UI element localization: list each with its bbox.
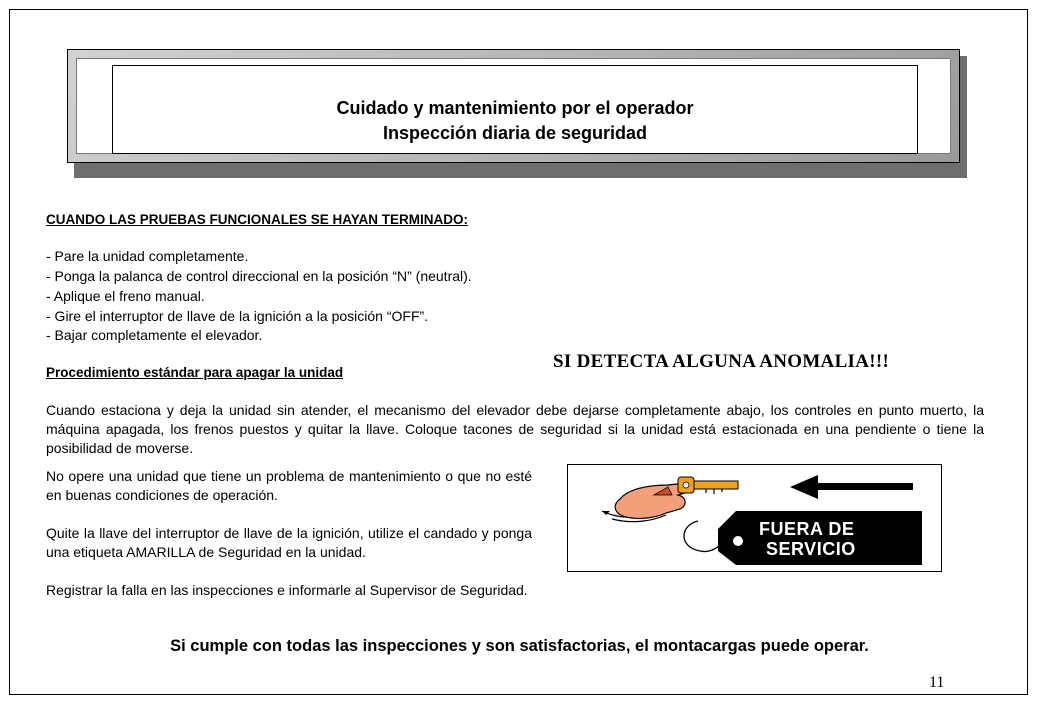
shutdown-paragraph: Cuando estaciona y deja la unidad sin atender, el mecanismo del elevador debe dejarse completamente abajo, los controles en punto muerto, la máquina apagada, los frenos puestos y quitar la llave. Coloque tacones de seguridad si la unidad está estacionada en una pendiente o tiene la posibilidad de moverse.	[46, 402, 984, 456]
tag-cord	[684, 521, 720, 552]
list-item: - Pare la unidad completamente.	[46, 248, 249, 264]
out-of-service-illustration	[567, 464, 942, 572]
instruction-paragraph-3: Registrar la falla en las inspecciones e informarle al Supervisor de Seguridad.	[46, 582, 528, 598]
section-heading-shutdown: Procedimiento estándar para apagar la unidad	[46, 365, 344, 380]
key-icon	[678, 477, 738, 494]
tag-line-1: FUERA DE	[759, 519, 855, 539]
page-number: 11	[929, 674, 945, 691]
tag-line-2: SERVICIO	[766, 539, 856, 559]
anomaly-heading: SI DETECTA ALGUNA ANOMALIA!!!	[553, 351, 890, 372]
page-subtitle: Inspección diaria de seguridad	[382, 123, 648, 143]
title-frame	[67, 49, 960, 163]
instruction-paragraph-1: No opere una unidad que tiene un problema de mantenimiento o que no esté en buenas condiciones de operación.	[46, 468, 532, 503]
page-title: Cuidado y mantenimiento por el operador	[336, 98, 694, 118]
list-item: - Gire el interruptor de llave de la ignición a la posición “OFF”.	[46, 308, 429, 324]
left-arrow-icon	[790, 475, 913, 499]
conclusion-statement: Si cumple con todas las inspecciones y son satisfactorias, el montacargas puede operar.	[170, 637, 869, 655]
list-item: - Bajar completamente el elevador.	[46, 327, 263, 343]
title-box	[112, 65, 918, 154]
instruction-paragraph-2: Quite la llave del interruptor de llave de la ignición, utilize el candado y ponga una etiqueta AMARILLA de Seguridad en la unidad.	[46, 525, 532, 560]
section-heading-functional-tests: CUANDO LAS PRUEBAS FUNCIONALES SE HAYAN TERMINADO:	[46, 212, 469, 227]
illustration-graphic	[568, 465, 941, 571]
list-item: - Ponga la palanca de control direccional en la posición “N” (neutral).	[46, 268, 472, 284]
list-item: - Aplique el freno manual.	[46, 288, 205, 304]
